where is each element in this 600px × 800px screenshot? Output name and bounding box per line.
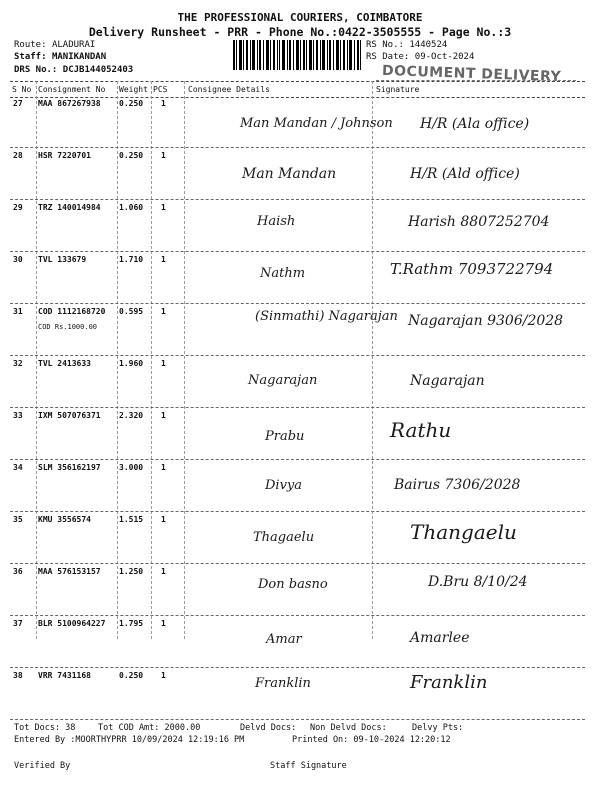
row-weight: 1.515: [119, 515, 144, 524]
consignee-handwriting: Franklin: [255, 676, 311, 691]
signature-handwriting: Harish 8807252704: [408, 214, 550, 230]
route-line: [14, 40, 95, 50]
row-pcs: 1: [161, 411, 166, 420]
table-row: [10, 616, 585, 668]
signature-handwriting: Nagarajan: [410, 373, 485, 389]
row-sno: 32: [13, 359, 23, 368]
consignee-handwriting: Man Mandan / Johnson: [240, 116, 393, 131]
row-sno: 38: [13, 671, 23, 680]
signature-handwriting: Thangaelu: [410, 520, 517, 544]
row-weight: 1.960: [119, 359, 144, 368]
entered-by: Entered By :MOORTHYPRR 10/09/2024 12:19:16 PM: [14, 735, 245, 745]
row-consignment: TVL 133679: [38, 255, 87, 264]
verified-by: Verified By: [14, 761, 71, 771]
consignee-handwriting: Amar: [266, 632, 302, 647]
signature-handwriting: Nagarajan 9306/2028: [408, 313, 564, 329]
table-row: [10, 148, 585, 200]
row-pcs: 1: [161, 619, 166, 628]
row-sno: 35: [13, 515, 23, 524]
consignee-handwriting: Prabu: [265, 429, 305, 444]
row-consignment: BLR 5100964227: [38, 619, 106, 628]
consignee-handwriting: Haish: [257, 214, 296, 229]
row-pcs: 1: [161, 203, 166, 212]
table-row: [10, 96, 585, 148]
consignee-handwriting: Thagaelu: [253, 530, 315, 545]
row-pcs: 1: [161, 359, 166, 368]
row-sno: 30: [13, 255, 23, 264]
signature-handwriting: H/R (Ala office): [420, 116, 530, 132]
route-value: ALADURAI: [51, 40, 96, 50]
row-sno: 36: [13, 567, 23, 576]
row-consignment: VRR 7431168: [38, 671, 91, 680]
staff-value: MANIKANDAN: [51, 52, 107, 62]
col-sno: S No: [12, 85, 32, 94]
row-weight: 1.060: [119, 203, 144, 212]
row-weight: 2.320: [119, 411, 144, 420]
rs-date-value: 09-Oct-2024: [414, 52, 475, 62]
row-weight: 1.250: [119, 567, 144, 576]
non-delvd-docs: Non Delvd Docs:: [310, 723, 387, 733]
row-consignment: COD 1112168720: [38, 307, 106, 316]
consignee-handwriting: Nagarajan: [248, 373, 318, 388]
tot-cod-amt: Tot COD Amt: 2000.00: [98, 723, 201, 733]
row-pcs: 1: [161, 99, 166, 108]
printed-on: Printed On: 09-10-2024 12:20:12: [292, 735, 451, 745]
signature-handwriting: T.Rathm 7093722794: [390, 260, 554, 278]
runsheet-title: Delivery Runsheet - PRR - Phone No.:0422-3505555 - Page No.:3: [88, 25, 512, 39]
rs-date-label: RS Date:: [366, 52, 410, 62]
signature-handwriting: Franklin: [410, 672, 488, 693]
table-row: [10, 408, 585, 460]
row-pcs: 1: [161, 255, 166, 264]
row-consignment: MAA 867267938: [38, 99, 101, 108]
row-sno: 34: [13, 463, 23, 472]
consignee-handwriting: Divya: [265, 478, 303, 493]
drs-value: DCJB144052403: [62, 65, 134, 75]
route-label: Route:: [14, 40, 47, 50]
row-consignment: TRZ 140014984: [38, 203, 101, 212]
rs-no-label: RS No.:: [366, 40, 404, 50]
row-weight: 0.250: [119, 151, 144, 160]
consignee-handwriting: (Sinmathi) Nagarajan: [255, 309, 398, 324]
staff-signature: Staff Signature: [270, 761, 347, 771]
row-sno: 28: [13, 151, 23, 160]
row-pcs: 1: [161, 151, 166, 160]
row-pcs: 1: [161, 671, 166, 680]
col-consignee: Consignee Details: [188, 85, 270, 94]
row-consignment: IXM 507076371: [38, 411, 101, 420]
delvd-docs: Delvd Docs:: [240, 723, 297, 733]
rs-no-line: [366, 40, 447, 50]
rs-date-line: [366, 52, 474, 62]
row-weight: 3.000: [119, 463, 144, 472]
consignee-handwriting: Nathm: [260, 266, 306, 281]
row-weight: 0.595: [119, 307, 144, 316]
row-consignment: HSR 7220701: [38, 151, 91, 160]
rs-no-value: 1440524: [409, 40, 448, 50]
document-delivery-stamp: DOCUMENT DELIVERY: [381, 62, 562, 86]
signature-handwriting: Rathu: [390, 418, 452, 442]
row-consignment: TVL 2413633: [38, 359, 91, 368]
col-consignment: Consignment No: [38, 85, 106, 94]
row-weight: 0.250: [119, 99, 144, 108]
consignee-handwriting: Don basno: [258, 577, 328, 592]
signature-handwriting: H/R (Ald office): [410, 166, 520, 182]
row-consignment: SLM 356162197: [38, 463, 101, 472]
table-row: [10, 460, 585, 512]
table-row: [10, 668, 585, 720]
row-pcs: 1: [161, 463, 166, 472]
table-row: [10, 512, 585, 564]
table-row: [10, 252, 585, 304]
staff-label: Staff:: [14, 52, 47, 62]
barcode-icon: [233, 40, 361, 70]
consignee-handwriting: Man Mandan: [242, 166, 337, 182]
table-row: [10, 304, 585, 356]
cod-amount: COD Rs.1000.00: [38, 323, 98, 331]
row-sno: 31: [13, 307, 23, 316]
row-consignment: MAA 576153157: [38, 567, 101, 576]
row-pcs: 1: [161, 515, 166, 524]
row-sno: 33: [13, 411, 23, 420]
row-sno: 29: [13, 203, 23, 212]
row-sno: 37: [13, 619, 23, 628]
row-weight: 1.795: [119, 619, 144, 628]
row-pcs: 1: [161, 567, 166, 576]
col-signature: Signature: [376, 85, 420, 94]
delvy-pts: Delvy Pts:: [412, 723, 464, 733]
row-sno: 27: [13, 99, 23, 108]
company-name: THE PROFESSIONAL COURIERS, COIMBATORE: [177, 11, 423, 24]
row-pcs: 1: [161, 307, 166, 316]
signature-handwriting: Amarlee: [410, 630, 470, 646]
signature-handwriting: Bairus 7306/2028: [394, 477, 521, 493]
row-weight: 1.710: [119, 255, 144, 264]
row-consignment: KMU 3556574: [38, 515, 91, 524]
drs-line: [14, 65, 133, 75]
tot-docs: Tot Docs: 38: [14, 723, 76, 733]
signature-handwriting: D.Bru 8/10/24: [428, 574, 528, 590]
drs-label: DRS No.:: [14, 65, 58, 75]
col-pcs: PCS: [153, 85, 168, 94]
table-row: [10, 564, 585, 616]
table-row: [10, 200, 585, 252]
table-row: [10, 356, 585, 408]
staff-line: [14, 52, 106, 62]
row-weight: 0.250: [119, 671, 144, 680]
col-weight: Weight: [119, 85, 148, 94]
